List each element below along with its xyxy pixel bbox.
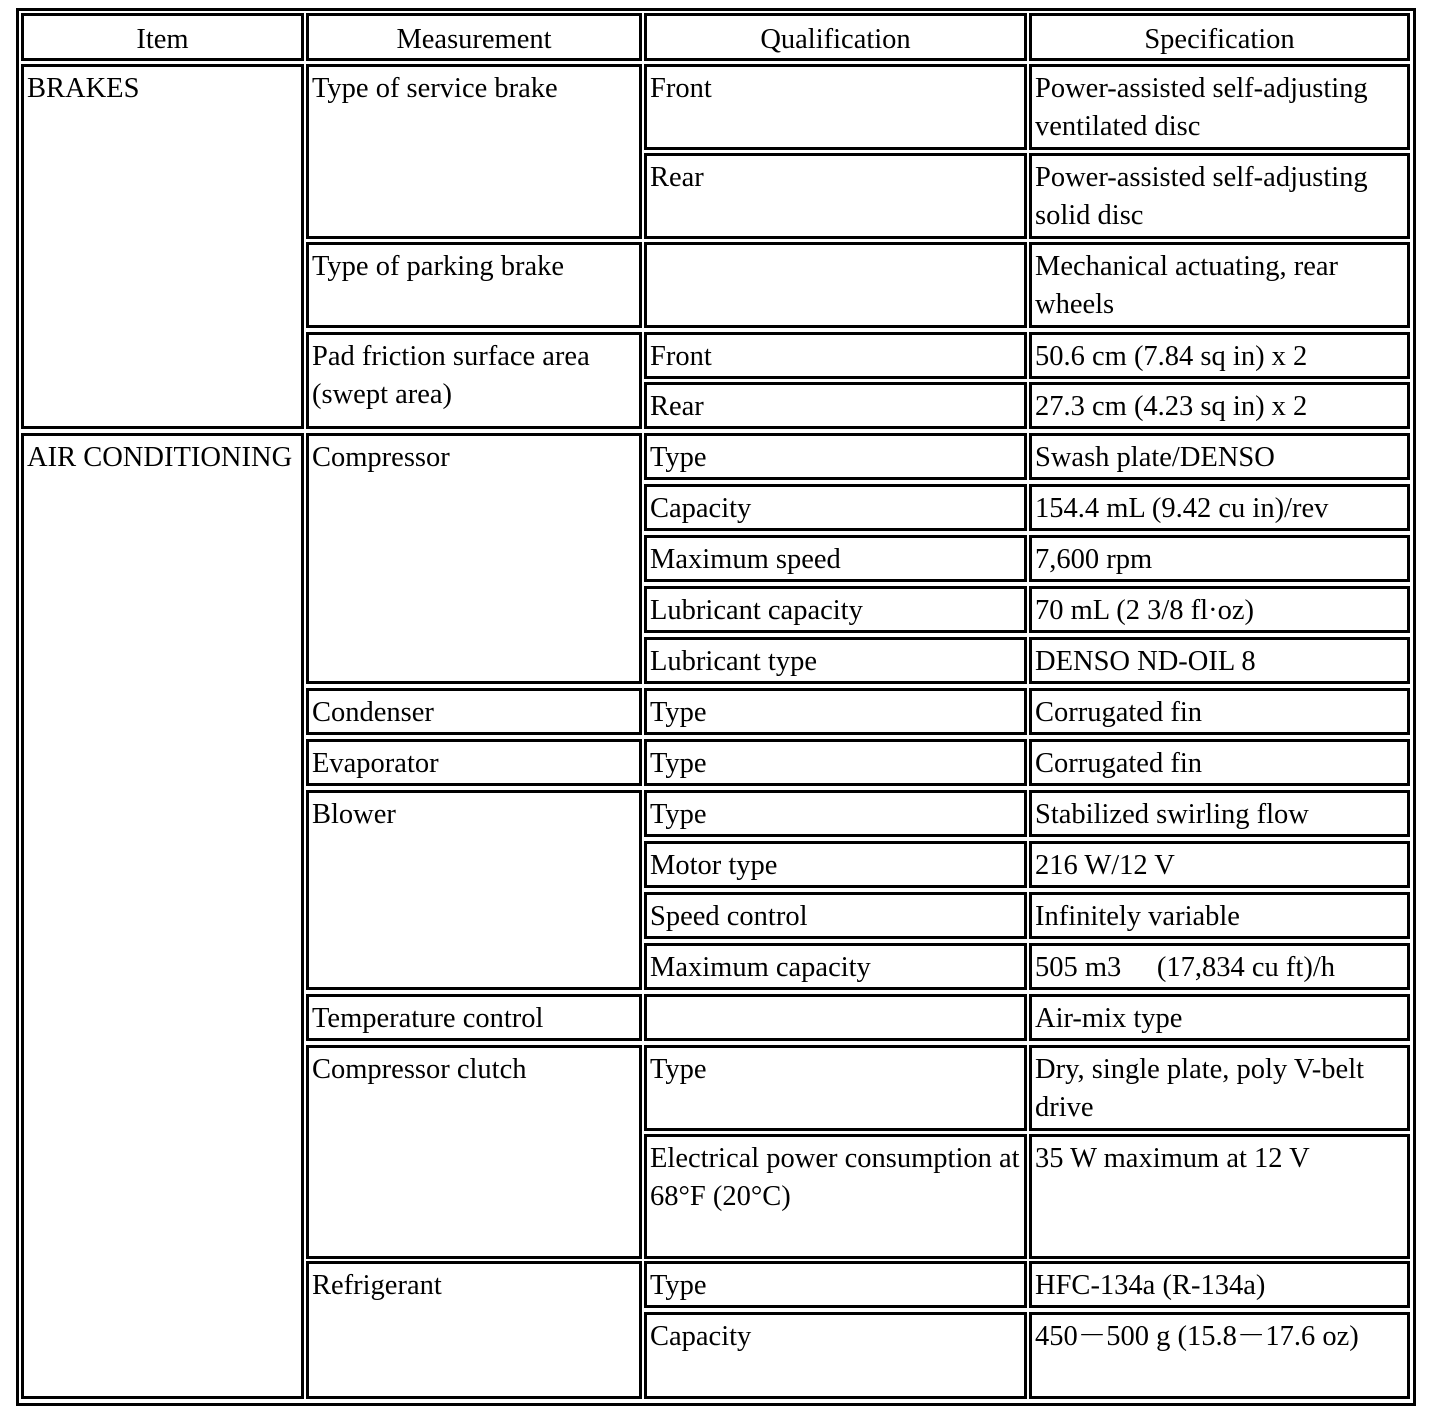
measurement-parking-brake: Type of parking brake (306, 242, 642, 328)
header-qualification: Qualification (644, 13, 1027, 61)
specification-table (16, 8, 1416, 1406)
qualification-cell: Type (644, 739, 1027, 786)
specification-cell: 154.4 mL (9.42 cu in)/rev (1029, 484, 1410, 531)
qualification-cell: Type (644, 1261, 1027, 1308)
measurement-pad-friction: Pad friction surface area (swept area) (306, 332, 642, 429)
measurement-evaporator: Evaporator (306, 739, 642, 786)
specification-cell: Stabilized swirling flow (1029, 790, 1410, 837)
specification-cell: 505 m3 (17,834 cu ft)/h (1029, 943, 1410, 990)
qualification-cell: Lubricant capacity (644, 586, 1027, 633)
qualification-cell: Rear (644, 153, 1027, 239)
specification-cell: Infinitely variable (1029, 892, 1410, 939)
specification-cell: Air-mix type (1029, 994, 1410, 1041)
qualification-cell: Lubricant type (644, 637, 1027, 684)
measurement-service-brake: Type of service brake (306, 64, 642, 239)
specification-cell: HFC-134a (R-134a) (1029, 1261, 1410, 1308)
item-brakes: BRAKES (21, 64, 304, 429)
specification-cell: 27.3 cm (4.23 sq in) x 2 (1029, 382, 1410, 429)
qualification-cell: Electrical power consumption at 68°F (20°C) (644, 1134, 1027, 1259)
measurement-temperature-control: Temperature control (306, 994, 642, 1041)
specification-cell: 35 W maximum at 12 V (1029, 1134, 1410, 1259)
qualification-cell: Type (644, 790, 1027, 837)
specification-cell: DENSO ND-OIL 8 (1029, 637, 1410, 684)
measurement-refrigerant: Refrigerant (306, 1261, 642, 1399)
specification-cell: 450－500 g (15.8－17.6 oz) (1029, 1312, 1410, 1399)
measurement-condenser: Condenser (306, 688, 642, 735)
specification-cell: Mechanical actuating, rear wheels (1029, 242, 1410, 328)
specification-cell: 216 W/12 V (1029, 841, 1410, 888)
specification-cell: Dry, single plate, poly V-belt drive (1029, 1045, 1410, 1131)
item-air-conditioning: AIR CONDITIONING (21, 433, 304, 1399)
qualification-cell: Type (644, 433, 1027, 480)
qualification-cell: Capacity (644, 484, 1027, 531)
qualification-cell: Capacity (644, 1312, 1027, 1399)
header-item: Item (21, 13, 304, 61)
specification-cell: 70 mL (2 3/8 fl·oz) (1029, 586, 1410, 633)
measurement-blower: Blower (306, 790, 642, 990)
qualification-cell: Maximum capacity (644, 943, 1027, 990)
specification-cell: Power-assisted self-adjusting solid disc (1029, 153, 1410, 239)
qualification-cell: Speed control (644, 892, 1027, 939)
specification-cell: 50.6 cm (7.84 sq in) x 2 (1029, 332, 1410, 379)
qualification-cell: Front (644, 332, 1027, 379)
specification-cell: 7,600 rpm (1029, 535, 1410, 582)
qualification-cell: Type (644, 1045, 1027, 1131)
qualification-cell: Motor type (644, 841, 1027, 888)
specification-cell: Corrugated fin (1029, 739, 1410, 786)
specification-cell: Power-assisted self-adjusting ventilated disc (1029, 64, 1410, 150)
qualification-cell: Type (644, 688, 1027, 735)
header-specification: Specification (1029, 13, 1410, 61)
qualification-cell (644, 242, 1027, 328)
measurement-compressor-clutch: Compressor clutch (306, 1045, 642, 1259)
header-measurement: Measurement (306, 13, 642, 61)
qualification-cell: Rear (644, 382, 1027, 429)
qualification-cell: Front (644, 64, 1027, 150)
qualification-cell: Maximum speed (644, 535, 1027, 582)
measurement-compressor: Compressor (306, 433, 642, 684)
specification-cell: Corrugated fin (1029, 688, 1410, 735)
qualification-cell (644, 994, 1027, 1041)
specification-cell: Swash plate/DENSO (1029, 433, 1410, 480)
